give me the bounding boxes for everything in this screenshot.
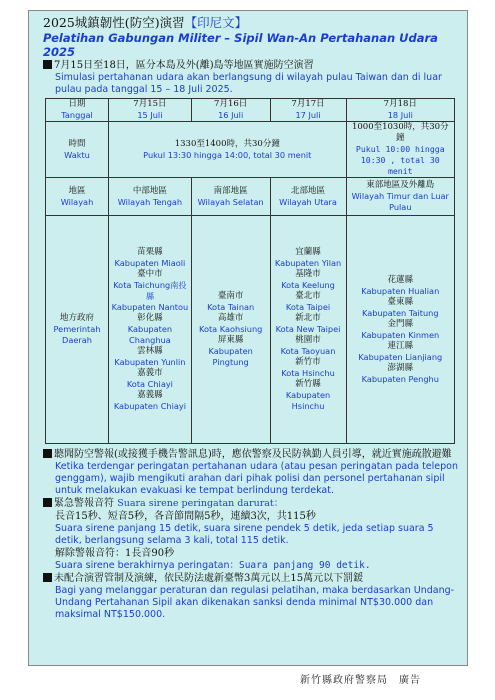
gov-item-zh: 新竹縣 bbox=[295, 379, 321, 389]
poster-sheet bbox=[28, 10, 468, 666]
gov-item-zh: 屏東縣 bbox=[217, 335, 244, 345]
gov-list-north bbox=[270, 216, 346, 444]
region-id: Wilayah Tengah bbox=[117, 196, 183, 207]
gov-item-id: Kabupaten Kinmen bbox=[361, 329, 440, 340]
gov-item-id: Kabupaten Changhua bbox=[127, 324, 173, 345]
notice-2-body-id: Suara sirene panjang 15 detik, suara sirene pendek 5 detik, jeda setiap suara 5 detik, berlangsung selama 3 kali, total 115 detik. bbox=[55, 523, 434, 546]
gov-item-id: Kabupaten Nantou bbox=[111, 302, 189, 312]
notice-2-head bbox=[43, 497, 459, 510]
gov-item-id: Kota Taipei bbox=[285, 302, 331, 312]
region-label-id: Wilayah bbox=[60, 196, 94, 207]
gov-item-id: Kabupaten Yunlin bbox=[114, 357, 186, 367]
notice-1-id: Ketika terdengar peringatan pertahanan udara (atau pesan peringatan pada telepon genggam), wajib mengikuti arahan dari pihak polisi dan personel pertahanan sipil untuk melakukan evakuasi ke tempat berlindung terdekat. bbox=[55, 461, 458, 496]
gov-item-zh: 臺中市 bbox=[137, 269, 163, 279]
gov-item-id: Kota Taichung南投縣 bbox=[113, 280, 187, 301]
gov-item-id: Kabupaten Miaoli bbox=[114, 258, 186, 268]
region-zh: 北部地區 bbox=[291, 185, 326, 196]
intro-zh-text: 7月15日至18日，區分本島及外(離)島等地區實施防空演習 bbox=[54, 60, 314, 71]
title-text: 2025城鎮韌性(防空)演習 bbox=[43, 15, 185, 30]
gov-item-zh: 嘉義縣 bbox=[137, 390, 163, 400]
page-title bbox=[43, 15, 459, 31]
notice-2-body-zh: 長音15秒、短音5秒，各音節間隔5秒，連續3次，共115秒 bbox=[55, 511, 316, 522]
gov-list-south bbox=[191, 216, 270, 444]
date-cell-zh: 7月15日 bbox=[133, 99, 167, 109]
gov-item-id: Kota New Taipei bbox=[275, 324, 341, 334]
notice-3-zh bbox=[43, 572, 459, 585]
time-label-zh: 時間 bbox=[68, 138, 86, 149]
gov-item-zh: 臺南市 bbox=[217, 291, 244, 301]
date-cell-id: 15 Juli bbox=[137, 110, 163, 120]
region-label-zh: 地區 bbox=[68, 185, 86, 196]
gov-item-id: Kabupaten Hsinchu bbox=[285, 390, 331, 411]
date-row bbox=[46, 99, 455, 122]
date-cell-id: 17 Juli bbox=[295, 110, 321, 120]
time-label-id: Waktu bbox=[64, 149, 90, 160]
gov-item-zh: 臺北市 bbox=[295, 291, 321, 301]
gov-item-zh: 臺東縣 bbox=[387, 296, 414, 307]
square-bullet-icon bbox=[43, 60, 52, 69]
time-last-id: Pukul 10:00 hingga bbox=[355, 144, 445, 154]
gov-label-id-2: Daerah bbox=[62, 335, 92, 345]
region-row bbox=[46, 178, 455, 216]
gov-item-id: Kota Keelung bbox=[281, 280, 335, 290]
footer-publisher: 新竹縣政府警察局 廣告 bbox=[300, 675, 421, 686]
schedule-table bbox=[45, 98, 455, 444]
gov-item-id: Kabupaten Chiayi bbox=[113, 401, 187, 411]
page-subtitle: Pelatihan Gabungan Militer – Sipil Wan-An Pertahanan Udara 2025 bbox=[43, 31, 438, 59]
gov-item-zh: 苗栗縣 bbox=[137, 247, 163, 257]
date-cell-id: 18 Juli bbox=[387, 110, 413, 120]
square-bullet-icon bbox=[43, 573, 52, 582]
gov-item-id: Kota Chiayi bbox=[126, 379, 173, 389]
date-label-zh: 日期 bbox=[68, 99, 86, 109]
square-bullet-icon bbox=[43, 498, 52, 507]
intro-id: Simulasi pertahanan udara akan berlangsung di wilayah pulau Taiwan dan di luar pulau pada tanggal 15 – 18 Juli 2025. bbox=[55, 72, 442, 95]
notice-1-zh bbox=[43, 448, 459, 461]
notice-2-head-id: Suara sirene peringatan darurat： bbox=[117, 498, 284, 509]
time-main-id: Pukul 13:30 hingga 14:00, total 30 menit bbox=[143, 149, 312, 160]
gov-item-id: Kota Kaohsiung bbox=[198, 324, 263, 334]
siren-end-label: Suara sirene berakhirnya peringatan： bbox=[55, 560, 239, 571]
gov-item-zh: 彰化縣 bbox=[137, 313, 163, 323]
notice-2-head-zh: 緊急警報音符 bbox=[54, 498, 114, 509]
gov-item-id: Kabupaten Penghu bbox=[361, 373, 439, 384]
date-cell-id: 16 Juli bbox=[218, 110, 244, 120]
region-id: Wilayah Selatan bbox=[197, 196, 264, 207]
gov-item-zh: 新竹市 bbox=[295, 357, 321, 367]
time-last-id-2: 10:30 , total 30 menit bbox=[360, 155, 440, 176]
gov-item-id: Kabupaten Taitung bbox=[361, 307, 439, 318]
gov-label-id: Pemerintah bbox=[53, 324, 101, 334]
time-row bbox=[46, 122, 455, 178]
gov-item-zh: 新北市 bbox=[295, 313, 321, 323]
region-id: Wilayah Utara bbox=[279, 196, 337, 207]
gov-item-id: Kota Taoyuan bbox=[280, 346, 336, 356]
date-cell-zh: 7月16日 bbox=[214, 99, 248, 109]
gov-item-id: Kota Tainan bbox=[207, 302, 255, 312]
notice-2-end-id bbox=[43, 560, 459, 572]
gov-item-id: Kabupaten Yilan bbox=[274, 258, 342, 268]
gov-list-east bbox=[346, 216, 454, 444]
gov-item-id: Kabupaten Pingtung bbox=[208, 346, 253, 367]
siren-end-value: Suara panjang 90 detik. bbox=[238, 560, 371, 571]
gov-item-zh: 澎湖縣 bbox=[387, 362, 414, 373]
gov-item-zh: 雲林縣 bbox=[137, 346, 163, 356]
gov-item-id: Kabupaten Hualian bbox=[361, 285, 440, 296]
region-zh: 中部地區 bbox=[132, 185, 167, 196]
region-zh: 東部地區及外離島 bbox=[366, 180, 435, 190]
gov-row bbox=[46, 216, 455, 444]
intro-zh bbox=[43, 59, 459, 72]
gov-item-zh: 基隆市 bbox=[295, 269, 321, 279]
notice-3-id: Bagi yang melanggar peraturan dan regulasi pelatihan, maka berdasarkan Undang-Undang Pertahanan Sipil akan dikenakan sanksi denda minimal NT$30.000 dan maksimal NT$150.000. bbox=[55, 585, 455, 620]
gov-item-id: Kabupaten Lianjiang bbox=[358, 351, 443, 362]
notice-3-zh-text: 未配合演習管制及演練，依民防法處新臺幣3萬元以上15萬元以下罰鍰 bbox=[54, 573, 364, 584]
gov-item-id: Kota Hsinchu bbox=[281, 368, 335, 378]
date-label-id: Tanggal bbox=[61, 110, 93, 120]
date-cell-zh: 7月17日 bbox=[291, 99, 325, 109]
gov-item-zh: 高雄市 bbox=[217, 313, 244, 323]
gov-item-zh: 宜蘭縣 bbox=[295, 247, 321, 257]
region-zh: 南部地區 bbox=[213, 185, 248, 196]
gov-item-zh: 嘉義市 bbox=[137, 368, 163, 378]
date-cell-zh: 7月18日 bbox=[383, 99, 417, 109]
gov-item-zh: 桃園市 bbox=[295, 335, 321, 345]
title-language-tag: 【印尼文】 bbox=[184, 15, 248, 30]
region-id: Wilayah Timur dan Luar Pulau bbox=[351, 191, 449, 212]
notice-2-end-zh: 解除警報音符：1長音90秒 bbox=[55, 548, 175, 559]
square-bullet-icon bbox=[43, 449, 52, 458]
time-main-zh: 1330至1400時，共30分鐘 bbox=[174, 138, 280, 149]
notice-1-zh-text: 聽聞防空警報(或接獲手機告警訊息)時，應依警察及民防執勤人員引導，就近實施疏散避難 bbox=[54, 449, 452, 460]
gov-item-zh: 花蓮縣 bbox=[387, 274, 414, 285]
gov-item-zh: 連江縣 bbox=[387, 340, 414, 351]
gov-item-zh: 金門縣 bbox=[387, 318, 414, 329]
gov-list-central bbox=[109, 216, 192, 444]
time-last-zh: 1000至1030時，共30分鐘 bbox=[351, 122, 449, 143]
gov-label-zh: 地方政府 bbox=[59, 313, 94, 323]
